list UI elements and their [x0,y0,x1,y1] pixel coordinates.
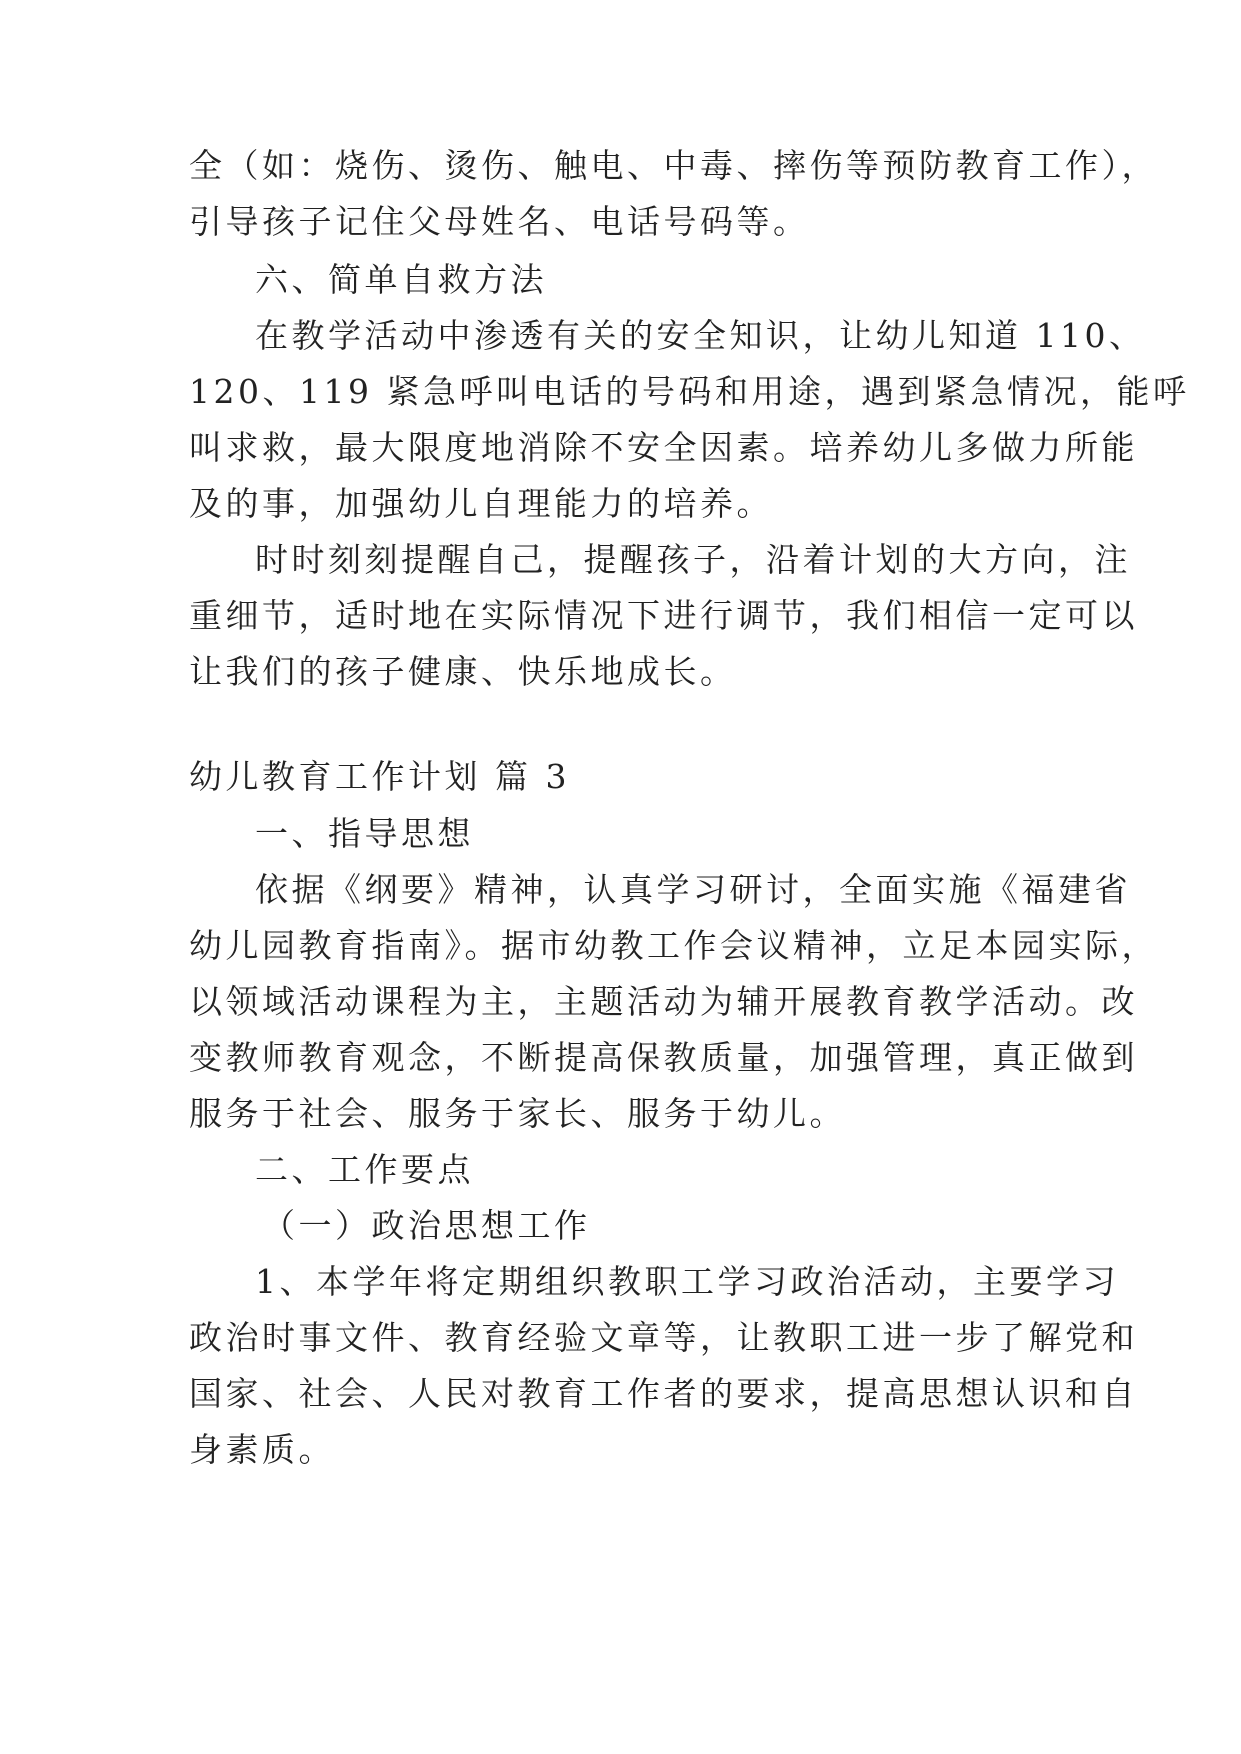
body-text-line: 重细节，适时地在实际情况下进行调节，我们相信一定可以 [189,596,1138,635]
section-heading: 六、简单自救方法 [255,260,547,299]
body-text-line: 叫求救，最大限度地消除不安全因素。培养幼儿多做力所能 [189,428,1138,467]
body-text-line: 时时刻刻提醒自己，提醒孩子，沿着计划的大方向，注 [255,540,1131,579]
body-text-line: 身素质。 [189,1430,335,1469]
body-text-line: 120、119 紧急呼叫电话的号码和用途，遇到紧急情况，能呼 [189,372,1190,411]
section-heading: 二、工作要点 [255,1150,474,1189]
article-title: 幼儿教育工作计划 篇 3 [189,757,570,796]
subsection-heading: （一）政治思想工作 [262,1206,591,1245]
body-text-line: 幼儿园教育指南》。据市幼教工作会议精神，立足本园实际， [189,926,1158,965]
body-text-line: 政治时事文件、教育经验文章等，让教职工进一步了解党和 [189,1318,1138,1357]
body-text-line: 及的事，加强幼儿自理能力的培养。 [189,484,773,523]
body-text-line: 变教师教育观念，不断提高保教质量，加强管理，真正做到 [189,1038,1138,1077]
section-heading: 一、指导思想 [255,814,474,853]
body-text-line: 在教学活动中渗透有关的安全知识，让幼儿知道 110、 [255,316,1146,355]
body-text-line: 让我们的孩子健康、快乐地成长。 [189,652,737,691]
body-text-line: 依据《纲要》精神，认真学习研讨，全面实施《福建省 [255,870,1131,909]
body-text-line: 1、本学年将定期组织教职工学习政治活动，主要学习 [255,1262,1119,1301]
body-text-line: 全（如：烧伤、烫伤、触电、中毒、摔伤等预防教育工作）， [189,146,1158,185]
body-text-line: 以领域活动课程为主，主题活动为辅开展教育教学活动。改 [189,982,1138,1021]
body-text-line: 服务于社会、服务于家长、服务于幼儿。 [189,1094,846,1133]
body-text-line: 引导孩子记住父母姓名、电话号码等。 [189,202,810,241]
body-text-line: 国家、社会、人民对教育工作者的要求，提高思想认识和自 [189,1374,1138,1413]
